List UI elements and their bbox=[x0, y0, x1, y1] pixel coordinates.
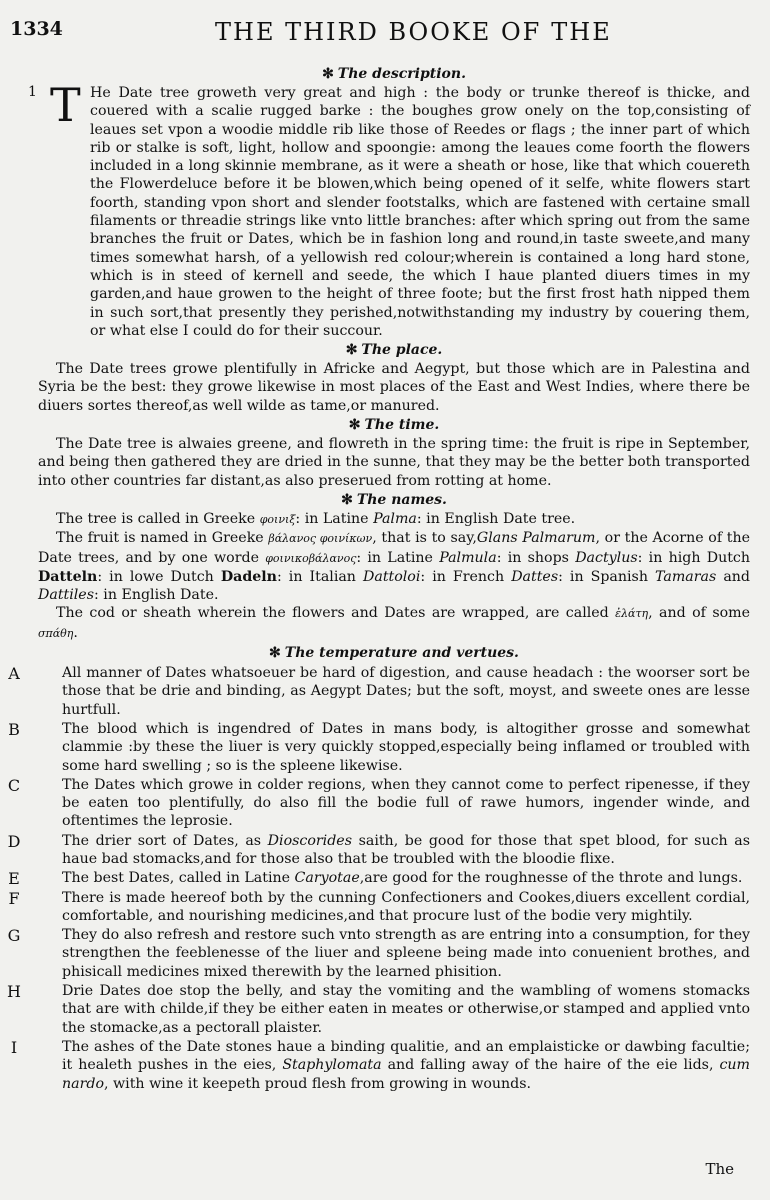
vertue-item: H Drie Dates doe stop the belly, and stay the vomiting and the wambling of womens stomacks that are with childe,if they be either eaten in meates or otherwise,or stamped and applied vnto the stomacke,as a pectorall plaister. bbox=[38, 982, 750, 1037]
names-paragraph-3: The cod or sheath wherein the flowers and Dates are wrapped, are called ἐλάτη, and of some σπάθη. bbox=[38, 605, 750, 641]
place-text: The Date trees growe plentifully in Africke and Aegypt, but those which are in Palestina and Syria be the best: they growe likewise in most places of the East and West Indies, where there be diuers sortes thereof,as well wilde as tame,or manured. bbox=[38, 361, 750, 414]
margin-letter: I bbox=[10, 1037, 18, 1057]
description-text: He Date tree groweth very great and high : the body or trunke thereof is thicke, and couered with a scalie rugged barke : the boughes grow onely on the top,consisting of leaues set vpon a woodie middle rib like those of Reedes or flags ; the inner part of which rib or stalke is soft, light, hollow and spoongie: among the leaues come foorth the flowers included in a long skinnie membrane, as it were a sheath or hose, like that which couereth the Flowerdeluce before it be blowen,which being opened of it selfe, white flowers start foorth, standing vpon short and slender footstalks, which are fastened with certaine small filaments or threadie strings like vnto little branches: after which spring out from the same branches the fruit or Dates, which be in fashion long and round,in taste sweete,and many times somewhat harsh, of a yellowish red colour;wherein is contained a long hard stone, which is in steed of kernell and seede, the which I haue planted diuers times in my garden,and haue growen to the height of three foote; but the first frost hath nipped them in such sort,that presently they perished,notwithstanding my industry by couering them, or what else I could do for their succour. bbox=[90, 85, 750, 339]
main-text bbox=[7, 64, 750, 1094]
asterism-icon: ✻ bbox=[322, 66, 334, 82]
margin-letter: H bbox=[7, 982, 21, 1002]
margin-letter: D bbox=[7, 831, 21, 851]
vertues-list bbox=[7, 664, 750, 1093]
catchword: The bbox=[705, 1160, 734, 1178]
page-header bbox=[10, 18, 760, 50]
section-heading-description: ✻ The description. bbox=[322, 66, 466, 82]
section-heading-place: ✻ The place. bbox=[345, 342, 443, 359]
margin-letter: B bbox=[8, 719, 20, 739]
page-number: 1334 bbox=[10, 18, 63, 40]
time-text: The Date tree is alwaies greene, and flowreth in the spring time: the fruit is ripe in September, and being then gathered they are dried in the sunne, that they may be the better both transported into other countries far distant,as also preserued from rotting at home. bbox=[38, 436, 750, 489]
names-paragraph-1: The tree is called in Greeke φοινιξ: in Latine Palma: in English Date tree. bbox=[56, 510, 576, 527]
margin-letter: A bbox=[8, 664, 20, 684]
section-number: 1 bbox=[28, 84, 37, 100]
margin-letter: G bbox=[7, 926, 21, 946]
vertue-item: E The best Dates, called in Latine Caryotae,are good for the roughnesse of the throte and lungs. bbox=[38, 869, 750, 887]
vertue-item: I The ashes of the Date stones haue a binding qualitie, and an emplaisticke or dawbing facultie; it healeth pushes in the eies, Staphylomata and falling away of the haire of the eie lids, cum nardo, with wine it keepeth proud flesh from growing in wounds. bbox=[38, 1038, 750, 1093]
asterism-icon: ✻ bbox=[269, 645, 281, 662]
vertue-item: B The blood which is ingendred of Dates in mans body, is altogither grosse and somewhat clammie :by these the liuer is very quickly stopped,especially being inflamed or troubled with some hard swelling ; so is the spleene likewise. bbox=[38, 720, 750, 775]
vertue-item: G They do also refresh and restore such vnto strength as are entring into a consumption, for they strengthen the feeblenesse of the liuer and spleene being made into conuenient brothes, and phisicall medicines mixed therewith by the learned phisition. bbox=[38, 926, 750, 981]
vertue-item: A All manner of Dates whatsoeuer be hard of digestion, and cause headach : the woorser sort be those that be drie and binding, as Aegypt Dates; but the soft, moyst, and sweete ones are lesse hurtfull. bbox=[38, 664, 750, 719]
asterism-icon: ✻ bbox=[341, 491, 353, 508]
vertue-item: C The Dates which growe in colder regions, when they cannot come to perfect ripenesse, if they be eaten too plentifully, do also fill the bodie full of rawe humors, ingender winde, and oftentimes the leprosie. bbox=[38, 776, 750, 831]
vertue-item: D The drier sort of Dates, as Dioscorides saith, be good for those that spet blood, for such as haue bad stomacks,and for those also that be troubled with the bloodie flixe. bbox=[38, 832, 750, 869]
running-head: THE THIRD BOOKE OF THE bbox=[215, 18, 612, 46]
description-section bbox=[28, 78, 750, 340]
margin-letter: E bbox=[8, 869, 20, 889]
section-heading-time: ✻ The time. bbox=[348, 417, 440, 434]
section-heading-names: ✻ The names. bbox=[341, 491, 447, 508]
margin-letter: F bbox=[8, 888, 20, 908]
drop-capital: T bbox=[50, 78, 81, 132]
section-heading-vertues: ✻ The temperature and vertues. bbox=[269, 645, 519, 662]
names-paragraph-2: The fruit is named in Greeke βάλανος φοινίκων, that is to say,Glans Palmarum, or the Acorne of the Date trees, and by one worde φοινικοβάλανος: in Latine Palmula: in shops Dactylus: in high Dutch Datteln: in lowe Dutch Dadeln: in Italian Dattoloi: in French Dattes: in Spanish Tamaras and Dattiles: in English Date. bbox=[38, 530, 750, 604]
asterism-icon: ✻ bbox=[345, 342, 358, 359]
asterism-icon: ✻ bbox=[348, 417, 361, 434]
vertue-item: F There is made heereof both by the cunning Confectioners and Cookes,diuers excellent cordial, comfortable, and nourishing medicines,and that procure lust of the bodie very mightily. bbox=[38, 889, 750, 926]
margin-letter: C bbox=[7, 775, 21, 795]
